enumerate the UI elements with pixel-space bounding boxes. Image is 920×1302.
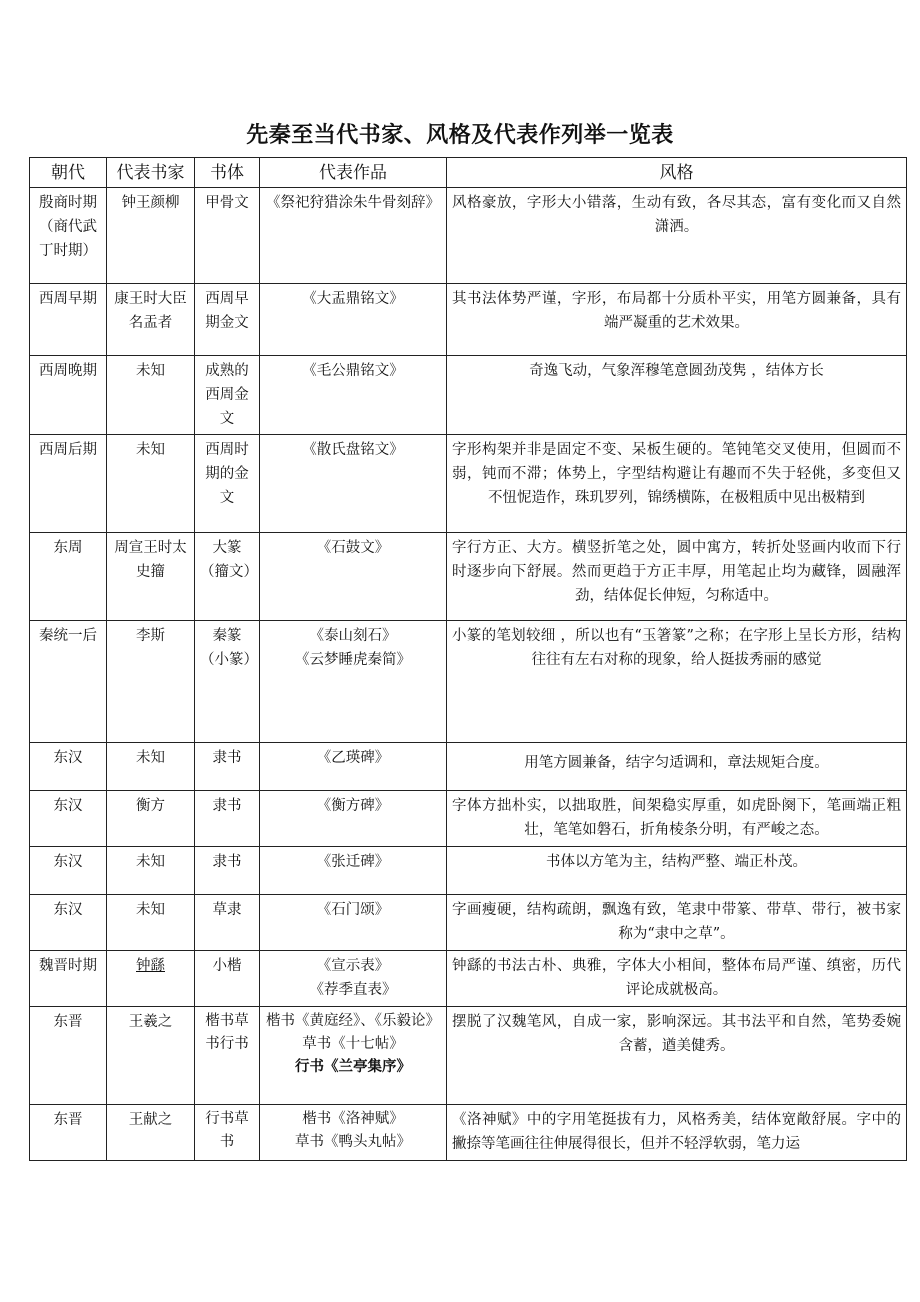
cell-script: 隶书 [195, 847, 260, 895]
cell-dynasty: 秦统一后 [30, 621, 107, 743]
work-title: 《石门颂》 [316, 902, 390, 918]
cell-script: 楷书草书行书 [195, 1007, 260, 1105]
cell-dynasty: 东汉 [30, 791, 107, 847]
cell-works [260, 847, 447, 895]
table-row [30, 533, 907, 621]
cell-author: 李斯 [107, 621, 195, 743]
cell-style: 小篆的笔划较细 ，所以也有“玉箸篆”之称；在字形上呈长方形，结构往往有左右对称的现象，给人挺拔秀丽的感觉 [447, 621, 907, 743]
table-row [30, 791, 907, 847]
author-link[interactable]: 钟繇 [136, 958, 165, 974]
cell-author: 钟王颜柳 [107, 188, 195, 284]
work-title: 《石鼓文》 [316, 540, 390, 556]
work-title: 楷书《黄庭经》、《乐毅论》 [266, 1013, 440, 1029]
table-row [30, 188, 907, 284]
header-script: 书体 [195, 158, 260, 188]
cell-works [260, 791, 447, 847]
work-title: 《毛公鼎铭文》 [302, 363, 404, 379]
cell-author: 衡方 [107, 791, 195, 847]
table-row [30, 284, 907, 356]
cell-works [260, 743, 447, 791]
cell-dynasty: 东汉 [30, 847, 107, 895]
cell-script: 秦篆（小篆） [195, 621, 260, 743]
cell-works [260, 1007, 447, 1105]
cell-style: 字体方拙朴实，以拙取胜，间架稳实厚重，如虎卧阕下，笔画端正粗壮，笔笔如磐石，折角棱条分明，有严峻之态。 [447, 791, 907, 847]
cell-script: 草隶 [195, 895, 260, 951]
cell-author [107, 951, 195, 1007]
table-row [30, 847, 907, 895]
work-title: 草书《十七帖》 [302, 1036, 404, 1052]
cell-dynasty: 东汉 [30, 895, 107, 951]
table-row [30, 1007, 907, 1105]
cell-author: 康王时大臣名盂者 [107, 284, 195, 356]
work-title: 《散氏盘铭文》 [302, 442, 404, 458]
cell-script: 隶书 [195, 743, 260, 791]
header-dynasty: 朝代 [30, 158, 107, 188]
cell-script: 西周时期的金文 [195, 435, 260, 533]
cell-style: 用笔方圆兼备，结字匀适调和，章法规矩合度。 [447, 743, 907, 791]
cell-works [260, 533, 447, 621]
cell-style: 其书法体势严谨，字形，布局都十分质朴平实，用笔方圆兼备，具有端严凝重的艺术效果。 [447, 284, 907, 356]
cell-style: 风格豪放，字形大小错落，生动有致，各尽其态，富有变化而又自然潇洒。 [447, 188, 907, 284]
work-title: 楷书《洛神赋》 [302, 1111, 404, 1127]
cell-dynasty: 西周晚期 [30, 356, 107, 435]
work-title: 《荐季直表》 [309, 982, 397, 998]
work-title: 《张迁碑》 [316, 854, 390, 870]
calligraphy-table [29, 157, 907, 1161]
cell-author: 王羲之 [107, 1007, 195, 1105]
cell-author: 未知 [107, 435, 195, 533]
work-title: 《乙瑛碑》 [316, 750, 390, 766]
work-title: 行书《兰亭集序》 [295, 1059, 411, 1075]
table-row [30, 356, 907, 435]
page-title: 先秦至当代书家、风格及代表作列举一览表 [246, 123, 674, 148]
table-row [30, 1105, 907, 1161]
table-header-row [30, 158, 907, 188]
cell-style: 字行方正、大方。横竖折笔之处，圆中寓方，转折处竖画内收而下行时逐步向下舒展。然而更趋于方正丰厚，用笔起止均为藏锋，圆融浑劲，结体促长伸短，匀称适中。 [447, 533, 907, 621]
header-style: 风格 [447, 158, 907, 188]
cell-style: 《洛神赋》中的字用笔挺拔有力，风格秀美，结体宽敞舒展。字中的撇捺等笔画往往伸展得很长，但并不轻浮软弱，笔力运 [447, 1105, 907, 1161]
cell-works [260, 188, 447, 284]
work-title: 《云梦睡虎秦简》 [295, 652, 411, 668]
cell-script: 大篆（籀文） [195, 533, 260, 621]
cell-dynasty: 东汉 [30, 743, 107, 791]
cell-works [260, 621, 447, 743]
work-title: 《泰山刻石》 [309, 628, 397, 644]
cell-dynasty: 西周后期 [30, 435, 107, 533]
cell-script: 小楷 [195, 951, 260, 1007]
table-row [30, 951, 907, 1007]
cell-author: 未知 [107, 895, 195, 951]
cell-script: 西周早期金文 [195, 284, 260, 356]
cell-dynasty: 东晋 [30, 1105, 107, 1161]
cell-dynasty: 东晋 [30, 1007, 107, 1105]
work-title: 《衡方碑》 [316, 798, 390, 814]
cell-author: 王献之 [107, 1105, 195, 1161]
table-row [30, 621, 907, 743]
cell-dynasty: 魏晋时期 [30, 951, 107, 1007]
cell-author: 未知 [107, 743, 195, 791]
cell-dynasty: 东周 [30, 533, 107, 621]
work-title: 草书《鸭头丸帖》 [295, 1134, 411, 1150]
header-works: 代表作品 [260, 158, 447, 188]
cell-script: 成熟的西周金文 [195, 356, 260, 435]
work-title: 《大盂鼎铭文》 [302, 291, 404, 307]
cell-dynasty: 西周早期 [30, 284, 107, 356]
cell-style: 摆脱了汉魏笔风，自成一家，影响深远。其书法平和自然，笔势委婉含蓄，遒美健秀。 [447, 1007, 907, 1105]
cell-script: 隶书 [195, 791, 260, 847]
work-title: 《祭祀狩猎涂朱牛骨刻辞》 [266, 195, 440, 211]
cell-author: 未知 [107, 847, 195, 895]
cell-style: 钟繇的书法古朴、典雅，字体大小相间，整体布局严谨、缜密，历代评论成就极高。 [447, 951, 907, 1007]
cell-style: 奇逸飞动，气象浑穆笔意圆劲茂隽 ，结体方长 [447, 356, 907, 435]
header-author: 代表书家 [107, 158, 195, 188]
cell-works [260, 895, 447, 951]
cell-works [260, 951, 447, 1007]
cell-dynasty: 殷商时期（商代武丁时期） [30, 188, 107, 284]
cell-style: 字形构架并非是固定不变、呆板生硬的。笔钝笔交叉使用，但圆而不弱，钝而不滞；体势上，字型结构避让有趣而不失于轻佻，多变但又不忸怩造作，珠玑罗列，锦绣横陈，在极粗质中见出极精到 [447, 435, 907, 533]
cell-author: 周宣王时太史籀 [107, 533, 195, 621]
cell-works [260, 435, 447, 533]
cell-works [260, 284, 447, 356]
cell-works [260, 1105, 447, 1161]
cell-works [260, 356, 447, 435]
cell-style: 字画瘦硬，结构疏朗，飘逸有致，笔隶中带篆、带草、带行，被书家称为“隶中之草”。 [447, 895, 907, 951]
table-row [30, 743, 907, 791]
cell-style: 书体以方笔为主，结构严整、端正朴茂。 [447, 847, 907, 895]
cell-author: 未知 [107, 356, 195, 435]
cell-script: 行书草书 [195, 1105, 260, 1161]
table-row [30, 895, 907, 951]
cell-script: 甲骨文 [195, 188, 260, 284]
work-title: 《宣示表》 [316, 958, 390, 974]
table-row [30, 435, 907, 533]
